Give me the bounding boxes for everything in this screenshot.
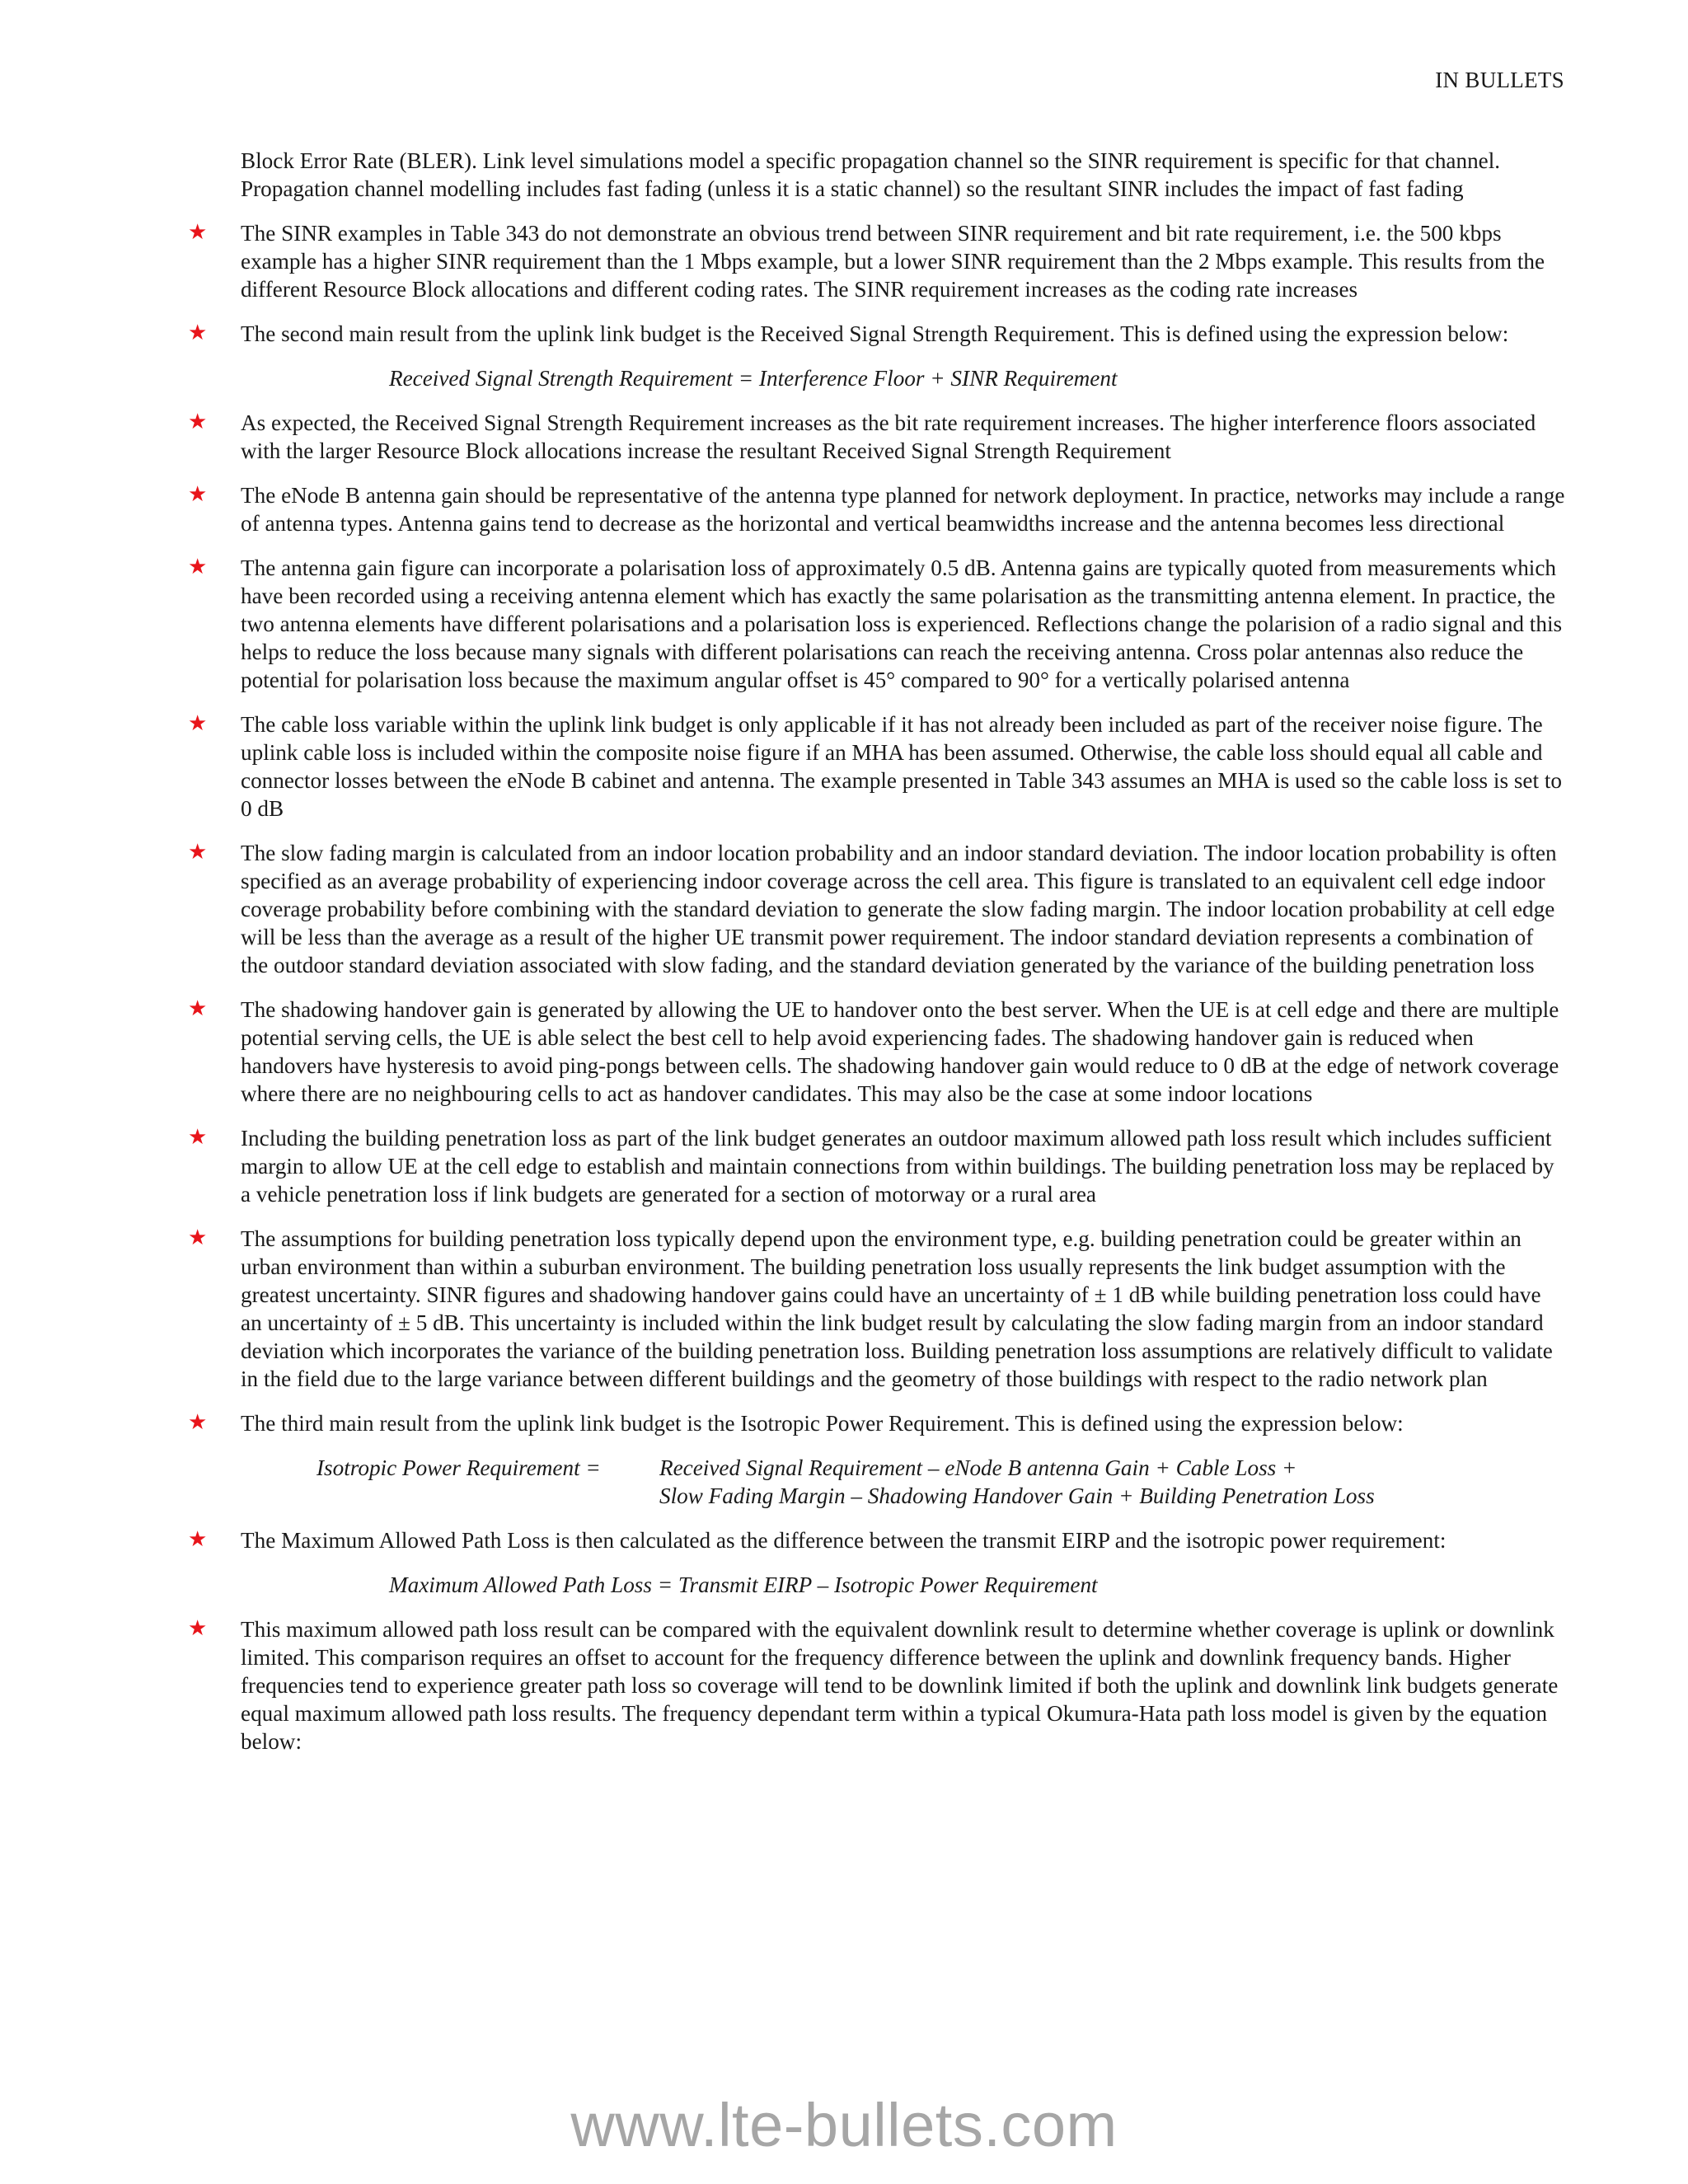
bullet-item [188,1225,1566,1393]
bullet-item [188,409,1566,465]
star-bullet-icon: ★ [188,321,208,345]
star-bullet-icon: ★ [188,1226,208,1250]
bullet-item [188,996,1566,1108]
bullet-text: The shadowing handover gain is generated by allowing the UE to handover onto the best server. When the UE is at cell edge and there are multiple potential serving cells, the UE is able select the best cell to help avoid experiencing fades. The shadowing handover gain is reduced when handovers have hysteresis to avoid ping-pongs between cells. The shadowing handover gain would reduce to 0 dB at the edge of network coverage where there are no neighbouring cells to act as handover candidates. This may also be the case at some indoor locations [241,997,1559,1106]
bullet-text: The second main result from the uplink link budget is the Received Signal Strength Requirement. This is defined using the expression below: [241,321,1509,346]
bullet-item [188,219,1566,303]
formula-max-allowed-path-loss: Maximum Allowed Path Loss = Transmit EIRP – Isotropic Power Requirement [389,1572,1098,1597]
formula-rhs-line: Received Signal Requirement – eNode B antenna Gain + Cable Loss + [659,1455,1297,1480]
formula-rhs [659,1454,1375,1510]
bullet-text: The Maximum Allowed Path Loss is then calculated as the difference between the transmit EIRP and the isotropic power requirement: [241,1528,1447,1553]
bullet-item [188,1409,1566,1437]
star-bullet-icon: ★ [188,1125,208,1150]
star-bullet-icon: ★ [188,555,208,579]
bullet-item [188,710,1566,823]
bullet-text: The SINR examples in Table 343 do not demonstrate an obvious trend between SINR requirement and bit rate requirement, i.e. the 500 kbps example has a higher SINR requirement than the 1 Mbps example, but a lower SINR requirement than the 2 Mbps example. This results from the different Resource Block allocations and different coding rates. The SINR requirement increases as the coding rate increases [241,221,1545,302]
formula-isotropic-power [316,1454,1566,1510]
star-bullet-icon: ★ [188,482,208,507]
bullet-text: The eNode B antenna gain should be representative of the antenna type planned for network deployment. In practice, networks may include a range of antenna types. Antenna gains tend to decrease as the horizontal and vertical beamwidths increase and the antenna becomes less directional [241,483,1565,536]
star-bullet-icon: ★ [188,220,208,245]
intro-paragraph: Block Error Rate (BLER). Link level simulations model a specific propagation channel so the SINR requirement is specific for that channel. Propagation channel modelling includes fast fading (unless it is a static channel) so the resultant SINR includes the impact of fast fading [241,148,1501,201]
bullet-text: As expected, the Received Signal Strength Requirement increases as the bit rate requirement increases. The higher interference floors associated with the larger Resource Block allocations increase the resultant Received Signal Strength Requirement [241,410,1536,463]
bullet-item [188,1526,1566,1554]
star-bullet-icon: ★ [188,840,208,865]
bullet-item [188,320,1566,348]
website-watermark: www.lte-bullets.com [570,2091,1118,2159]
star-bullet-icon: ★ [188,410,208,434]
bullet-text: This maximum allowed path loss result can be compared with the equivalent downlink result to determine whether coverage is uplink or downlink limited. This comparison requires an offset to account for the frequency difference between the uplink and downlink frequency bands. Higher frequencies tend to experience greater path loss so coverage will tend to be downlink limited if both the uplink and downlink link budgets generate equal maximum allowed path loss results. The frequency dependant term within a typical Okumura-Hata path loss model is given by the equation below: [241,1617,1559,1754]
bullet-item [188,554,1566,694]
star-bullet-icon: ★ [188,996,208,1021]
formula-rhs-line: Slow Fading Margin – Shadowing Handover Gain + Building Penetration Loss [659,1483,1375,1508]
page-body [188,147,1566,1772]
formula-lhs: Isotropic Power Requirement = [316,1455,601,1480]
bullet-text: The antenna gain figure can incorporate a polarisation loss of approximately 0.5 dB. Antenna gains are typically quoted from measurements which have been recorded using a receiving antenna element which has exactly the same polarisation as the transmitting antenna element. In practice, the two antenna elements have different polarisations and a polarisation loss is experienced. Reflections change the polarision of a radio signal and this helps to reduce the loss because many signals with different polarisations can reach the receiving antenna. Cross polar antennas also reduce the potential for polarisation loss because the maximum angular offset is 45° compared to 90° for a vertically polarised antenna [241,555,1563,692]
star-bullet-icon: ★ [188,1527,208,1552]
running-header: IN BULLETS [1435,68,1564,92]
bullet-text: Including the building penetration loss as part of the link budget generates an outdoor maximum allowed path loss result which includes sufficient margin to allow UE at the cell edge to establish and maintain connections from within buildings. The building penetration loss may be replaced by a vehicle penetration loss if link budgets are generated for a section of motorway or a rural area [241,1126,1554,1207]
star-bullet-icon: ★ [188,1410,208,1435]
bullet-text: The cable loss variable within the uplink link budget is only applicable if it has not already been included as part of the receiver noise figure. The uplink cable loss is included within the composite noise figure if an MHA has been assumed. Otherwise, the cable loss should equal all cable and connector losses between the eNode B cabinet and antenna. The example presented in Table 343 assumes an MHA is used so the cable loss is set to 0 dB [241,712,1562,821]
bullet-item [188,481,1566,537]
bullet-text: The third main result from the uplink link budget is the Isotropic Power Requirement. This is defined using the expression below: [241,1411,1404,1436]
bullet-item [188,1124,1566,1208]
bullet-text: The slow fading margin is calculated from an indoor location probability and an indoor standard deviation. The indoor location probability is often specified as an average probability of experiencing indoor coverage across the cell area. This figure is translated to an equivalent cell edge indoor coverage probability before combining with the standard deviation to generate the slow fading margin. The indoor location probability at cell edge will be less than the average as a result of the higher UE transmit power requirement. The indoor standard deviation represents a combination of the outdoor standard deviation associated with slow fading, and the standard deviation generated by the variance of the building penetration loss [241,841,1557,977]
formula-received-signal-strength: Received Signal Strength Requirement = Interference Floor + SINR Requirement [389,366,1118,391]
bullet-text: The assumptions for building penetration loss typically depend upon the environment type, e.g. building penetration could be greater within an urban environment than within a suburban environment. The building penetration loss usually represents the link budget assumption with the greatest uncertainty. SINR figures and shadowing handover gains could have an uncertainty of ± 1 dB while building penetration loss could have an uncertainty of ± 5 dB. This uncertainty is included within the link budget result by calculating the slow fading margin from an indoor standard deviation which incorporates the variance of the building penetration loss. Building penetration loss assumptions are relatively difficult to validate in the field due to the large variance between different buildings and the geometry of those buildings with respect to the radio network plan [241,1226,1553,1391]
bullet-item [188,1615,1566,1755]
star-bullet-icon: ★ [188,711,208,736]
bullet-item [188,839,1566,979]
star-bullet-icon: ★ [188,1616,208,1641]
